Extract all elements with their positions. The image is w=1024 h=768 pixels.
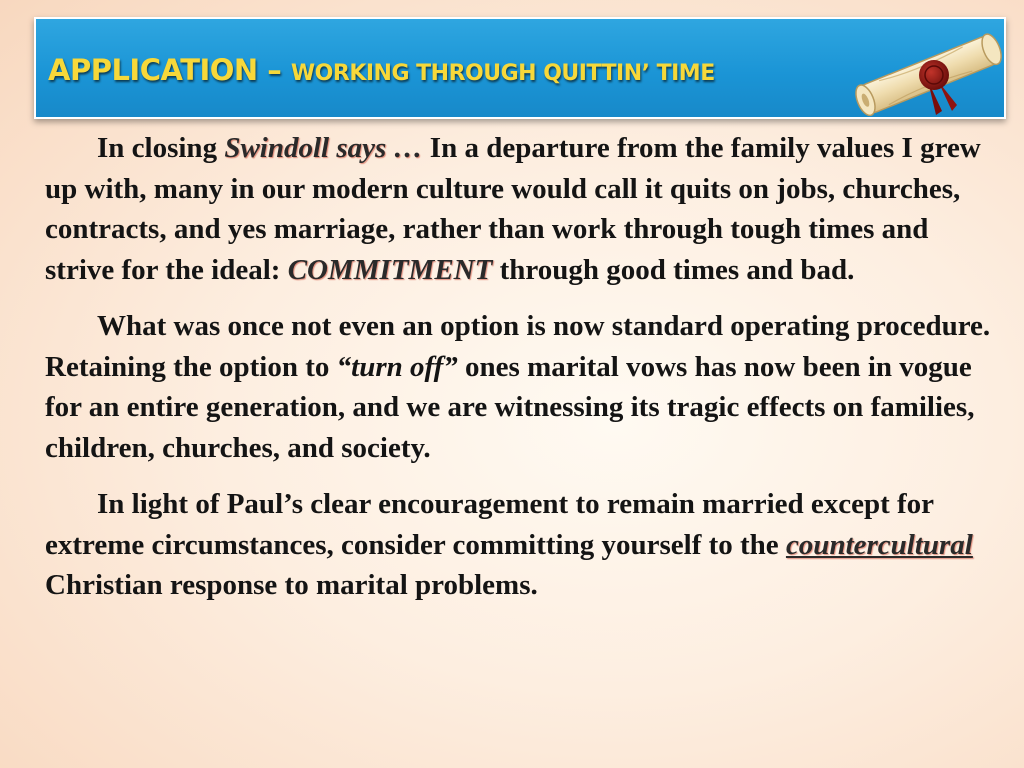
p2-text-a: What was once not even an option is now standard operating procedure. Retaining the option to [45,310,991,383]
p2-quote: “turn off” [336,350,458,383]
p1-emphasis: COMMITMENT [287,253,493,286]
p1-text-a: In a departure from the family values I grew up with, many in our modern culture would call it quits on jobs, churches, contracts, and yes marriage, rather than work through tough times and strive for the ideal: [45,132,981,286]
scroll-with-seal-icon [840,19,1010,119]
title-dash: – [257,53,291,87]
p3-text-b: Christian response to marital problems. [45,569,538,601]
slide-body [45,128,995,622]
p1-text-b: through good times and bad. [492,253,855,286]
p3-emphasis: countercultural [785,528,973,561]
paragraph-3 [45,484,995,606]
title-main: APPLICATION [48,53,258,87]
p3-text-a: In light of Paul’s clear encouragement to remain married except for extreme circumstances, consider committing yourself to the [45,488,934,561]
p1-speaker: Swindoll says … [224,132,423,164]
title-sub: WORKING THROUGH QUITTIN’ TIME [290,61,715,86]
p1-intro: In closing [97,132,225,164]
title-bar [34,17,1006,119]
paragraph-2 [45,306,995,468]
paragraph-1 [45,128,995,290]
p2-text-b: ones marital vows has now been in vogue for an entire generation, and we are witnessing its tragic effects on families, children, churches, and society. [45,350,975,464]
slide-title [48,53,715,87]
